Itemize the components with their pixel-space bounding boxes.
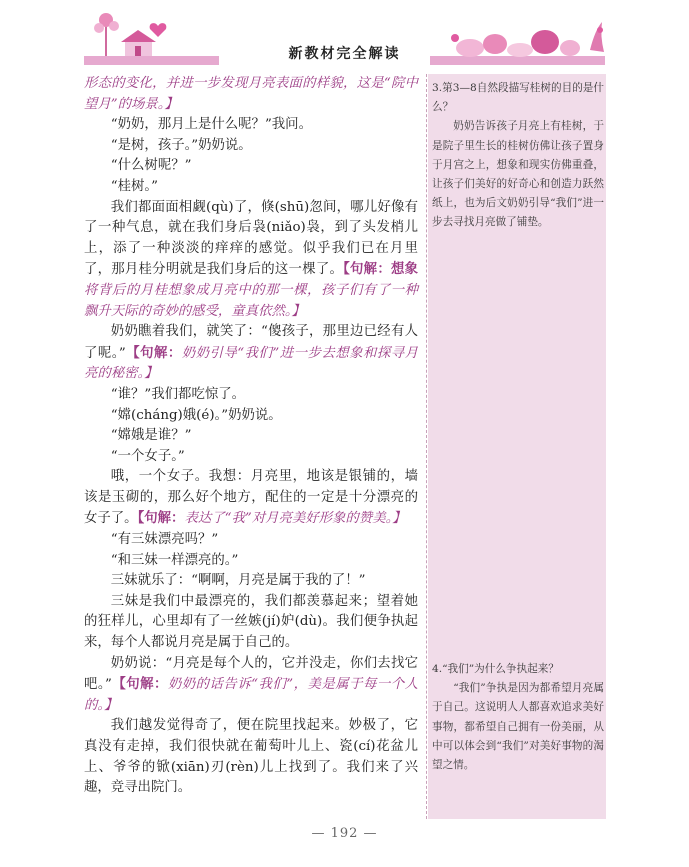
question-text: 4.“我们”为什么争执起来？: [432, 663, 559, 675]
page-number-value: 192: [330, 826, 359, 841]
header-decoration: [0, 0, 689, 75]
annotation: 【句解：想象 将背后的月桂想象成月亮中的那一棵，孩子们有了一种飘升天际的奇妙的感受，童真依然。】: [84, 261, 418, 319]
paragraph: 我们越发觉得奇了，便在院里找起来。妙极了，它真没有走掉，我们很快就在葡萄叶儿上、瓷(cí)花盆儿上、爷爷的锨(xiān)刃(rèn)儿上找到了。我们来了兴趣，竞寻出院门。: [84, 718, 418, 796]
sidebar-question-3: [432, 79, 604, 233]
paragraph: “和三妹一样漂亮的。”: [110, 552, 239, 568]
heart-icon: [150, 23, 167, 37]
answer-text: “我们”争执是因为都希望月亮属于自己。这说明人人都喜欢追求美好事物，都希望自己拥有一份美丽，从中可以体会到“我们”对美好事物的渴望之情。: [432, 682, 604, 772]
annotation-continued: 形态的变化，并进一步发现月亮表面的样貌，这是“院中望月”的场景。】: [84, 76, 418, 112]
paragraph: 哦，一个女子。我想：月亮里，地该是银铺的，墙该是玉砌的，那么好个地方，配住的一定是十分漂亮的女子了。【句解：表达了“我”对月亮美好形象的赞美。】: [84, 469, 418, 527]
paragraph: 我们都面面相觑(qù)了，倏(shū)忽间，哪儿好像有了一种气息，就在我们身后袅(niǎo)袅，到了头发梢儿上，添了一种淡淡的痒痒的感觉。似乎我们已在月里了，那月桂分明就是我们身后的这一棵了。【句解：想象 将背后的月桂想象成月亮中的那一棵，孩子们有了一种飘升天际的奇妙的感受，童真依然。】: [84, 199, 418, 319]
paragraph: “是树，孩子。”奶奶说。: [110, 137, 252, 153]
paragraph: “桂树。”: [110, 178, 158, 194]
question-text: 3.第3—8自然段描写桂树的目的是什么？: [432, 82, 604, 114]
paragraph: “奶奶，那月上是什么呢？”我问。: [110, 117, 312, 133]
paragraph: 三妹就乐了：“啊啊，月亮是属于我的了！”: [110, 573, 366, 589]
sidebar-question-4: [432, 660, 604, 775]
paragraph: “一个女子。”: [110, 448, 185, 464]
column-divider: [426, 74, 427, 819]
header-title: 新教材完全解读: [288, 46, 401, 62]
paragraph: “嫦娥是谁？”: [110, 428, 192, 444]
annotation: 【句解：表达了“我”对月亮美好形象的赞美。】: [137, 510, 406, 527]
answer-text: 奶奶告诉孩子月亮上有桂树，于是院子里生长的桂树仿佛让孩子置身于月宫之上，想象和现实仿佛重叠，让孩子们美好的好奇心和创造力跃然纸上，也为后文奶奶引导“我们”进一步去寻找月亮做了铺垫。: [432, 120, 604, 229]
page-number: — 192 —: [311, 826, 378, 841]
annotation: 【句解：奶奶引导“我们”进一步去想象和探寻月亮的秘密。】: [84, 344, 418, 382]
paragraph: “有三妹漂亮吗？”: [110, 532, 219, 548]
paragraph: 三妹是我们中最漂亮的，我们都羡慕起来；望着她的狂样儿，心里却有了一丝嫉(jí)妒(dù)。我们便争执起来，每个人都说月亮是属于自己的。: [84, 593, 418, 651]
paragraph: 奶奶说：“月亮是每个人的，它并没走，你们去找它吧。”【句解：奶奶的话告诉“我们”，美是属于每一个人的。】: [84, 655, 418, 713]
paragraph: “谁？”我们都吃惊了。: [110, 386, 246, 402]
paragraph: “嫦(cháng)娥(é)。”奶奶说。: [110, 407, 282, 423]
annotation: 【句解：奶奶的话告诉“我们”，美是属于每一个人的。】: [84, 676, 418, 713]
main-column: [84, 74, 418, 799]
paragraph: “什么树呢？”: [110, 158, 192, 174]
page-header: [0, 0, 689, 75]
paragraph: 奶奶瞧着我们，就笑了：“傻孩子，那里边已经有人了呢。”【句解：奶奶引导“我们”进一步去想象和探寻月亮的秘密。】: [84, 324, 418, 382]
